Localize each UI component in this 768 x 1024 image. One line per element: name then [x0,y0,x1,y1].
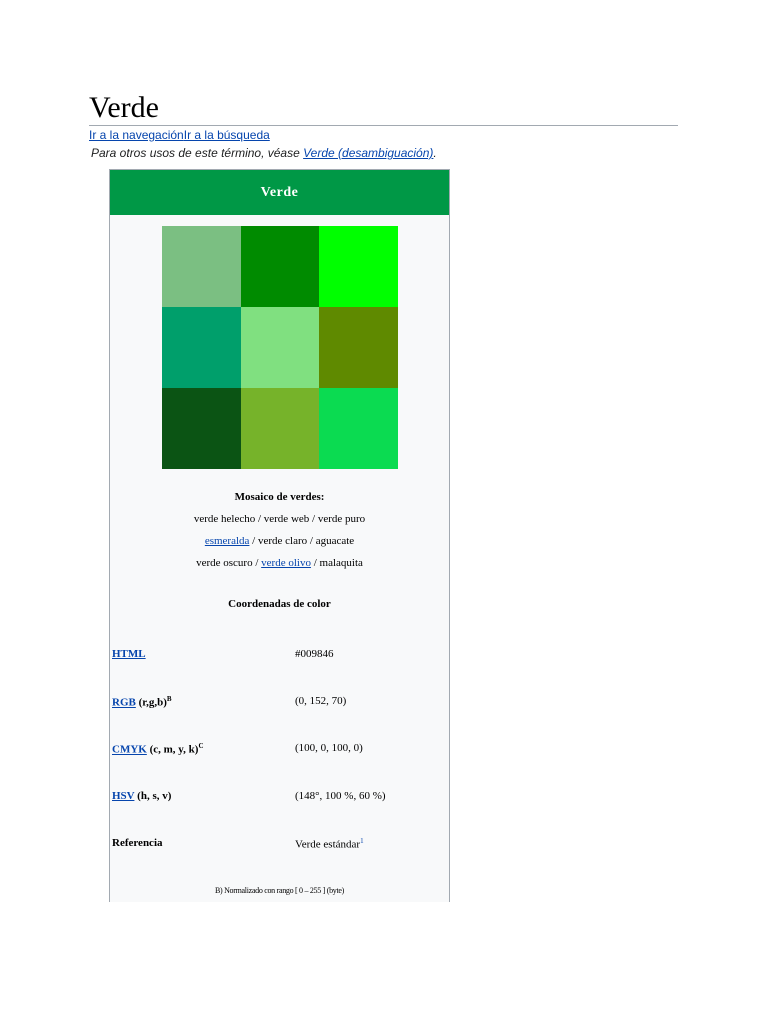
cmyk-row [112,742,447,758]
reference-row [112,837,447,853]
html-value: #009846 [295,648,334,660]
caption-line-2-text: / verde claro / aguacate [249,535,355,547]
swatch-esmeralda [162,307,241,388]
caption-line-1: verde helecho / verde web / verde puro [193,513,366,525]
rgb-row [112,695,447,711]
hatnote-text: Para otros usos de este término, véase [91,146,304,160]
mosaic-caption [110,486,449,574]
infobox [109,169,450,902]
swatch-verde-helecho [162,226,241,307]
reference-text: Verde estándar [295,838,361,851]
caption-line-3-start: verde oscuro / [196,557,262,569]
cmyk-label [112,742,204,756]
cmyk-link[interactable]: CMYK [112,743,147,756]
rgb-params: (r,g,b) [135,696,167,709]
rgb-value: (0, 152, 70) [295,695,347,707]
disambiguation-link[interactable]: Verde (desambiguación) [303,146,434,160]
esmeralda-link[interactable]: esmeralda [204,535,250,547]
swatch-verde-claro [241,307,319,388]
infobox-title: Verde [110,170,449,215]
html-row [112,648,447,664]
reference-label: Referencia [112,837,163,849]
caption-line-3 [110,552,449,574]
swatch-verde-puro [319,226,398,307]
swatch-verde-web [241,226,319,307]
hsv-link[interactable]: HSV [112,790,135,802]
caption-line-3-end: / malaquita [310,557,363,569]
verde-olivo-link[interactable]: verde olivo [261,557,311,569]
reference-value [295,837,364,851]
jump-to-search-link[interactable]: Ir a la búsqueda [183,128,270,142]
html-link[interactable]: HTML [112,648,146,660]
jump-to-navigation-link[interactable]: Ir a la navegación [89,128,184,142]
caption-line-2 [110,530,449,552]
normalization-footnote: B) Normalizado con rango [ 0 – 255 ] (byte) [214,886,345,895]
page-title: Verde [89,91,159,124]
swatch-aguacate [319,307,398,388]
color-mosaic [162,226,398,469]
jump-links [89,128,270,143]
html-label [112,648,146,660]
title-divider [89,125,678,126]
hsv-value: (148°, 100 %, 60 %) [295,790,386,802]
caption-title: Mosaico de verdes: [234,491,325,503]
swatch-verde-oscuro [162,388,241,469]
swatch-malaquita [319,388,398,469]
rgb-label [112,695,172,709]
hatnote [91,145,437,161]
reference-note-link[interactable]: 1 [360,837,364,845]
hatnote-end: . [433,146,437,160]
cmyk-params: (c, m, y, k) [146,743,199,756]
color-coordinates-heading: Coordenadas de color [228,598,331,610]
hsv-row [112,790,447,806]
swatch-verde-olivo [241,388,319,469]
rgb-note: B [166,695,172,703]
hsv-params: (h, s, v) [134,790,172,802]
hsv-label [112,790,171,802]
rgb-link[interactable]: RGB [112,696,136,709]
cmyk-value: (100, 0, 100, 0) [295,742,363,754]
cmyk-note: C [198,742,204,750]
